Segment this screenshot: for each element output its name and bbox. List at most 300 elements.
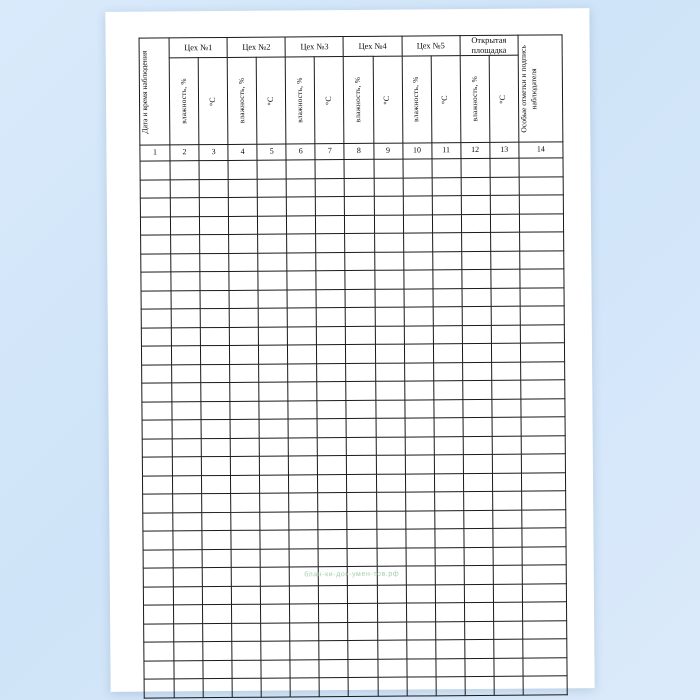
- table-cell[interactable]: [261, 659, 290, 678]
- table-cell[interactable]: [316, 252, 345, 271]
- table-cell[interactable]: [259, 363, 288, 382]
- table-cell[interactable]: [464, 528, 493, 547]
- table-cell[interactable]: [172, 346, 201, 365]
- table-cell[interactable]: [432, 159, 461, 178]
- table-cell[interactable]: [229, 216, 258, 235]
- table-cell[interactable]: [435, 603, 464, 622]
- table-cell[interactable]: [434, 492, 463, 511]
- table-cell[interactable]: [434, 455, 463, 474]
- table-cell[interactable]: [260, 548, 289, 567]
- table-cell[interactable]: [259, 345, 288, 364]
- table-cell[interactable]: [374, 196, 403, 215]
- table-cell[interactable]: [290, 659, 319, 678]
- table-cell[interactable]: [203, 623, 232, 642]
- table-cell[interactable]: [433, 307, 462, 326]
- table-cell[interactable]: [202, 586, 231, 605]
- table-cell[interactable]: [463, 454, 492, 473]
- table-cell[interactable]: [261, 678, 290, 697]
- table-cell[interactable]: [228, 160, 257, 179]
- table-cell[interactable]: [375, 289, 404, 308]
- table-cell[interactable]: [490, 214, 519, 233]
- table-cell[interactable]: [143, 586, 173, 605]
- table-cell[interactable]: [404, 344, 433, 363]
- table-cell[interactable]: [173, 549, 202, 568]
- table-cell[interactable]: [143, 549, 173, 568]
- table-cell[interactable]: [316, 234, 345, 253]
- table-cell[interactable]: [375, 363, 404, 382]
- table-cell[interactable]: [521, 472, 565, 491]
- table-cell[interactable]: [200, 271, 229, 290]
- table-cell[interactable]: [492, 454, 521, 473]
- table-cell[interactable]: [140, 216, 170, 235]
- table-cell[interactable]: [461, 177, 490, 196]
- table-cell[interactable]: [345, 252, 374, 271]
- table-cell[interactable]: [170, 198, 199, 217]
- table-cell[interactable]: [261, 641, 290, 660]
- table-cell[interactable]: [318, 456, 347, 475]
- table-cell[interactable]: [316, 271, 345, 290]
- table-cell[interactable]: [522, 565, 566, 584]
- table-cell[interactable]: [289, 548, 318, 567]
- table-cell[interactable]: [288, 382, 317, 401]
- table-cell[interactable]: [290, 678, 319, 697]
- table-cell[interactable]: [260, 511, 289, 530]
- table-cell[interactable]: [345, 178, 374, 197]
- table-cell[interactable]: [289, 456, 318, 475]
- table-cell[interactable]: [521, 417, 565, 436]
- table-cell[interactable]: [200, 308, 229, 327]
- table-cell[interactable]: [232, 604, 261, 623]
- table-cell[interactable]: [490, 177, 519, 196]
- table-cell[interactable]: [375, 326, 404, 345]
- table-cell[interactable]: [519, 213, 563, 232]
- table-cell[interactable]: [142, 383, 172, 402]
- table-cell[interactable]: [464, 584, 493, 603]
- table-cell[interactable]: [141, 253, 171, 272]
- table-cell[interactable]: [376, 455, 405, 474]
- table-cell[interactable]: [141, 346, 171, 365]
- table-cell[interactable]: [346, 307, 375, 326]
- table-cell[interactable]: [434, 510, 463, 529]
- table-cell[interactable]: [376, 492, 405, 511]
- table-cell[interactable]: [434, 436, 463, 455]
- table-cell[interactable]: [317, 326, 346, 345]
- table-cell[interactable]: [523, 657, 567, 676]
- table-cell[interactable]: [375, 344, 404, 363]
- table-cell[interactable]: [432, 251, 461, 270]
- table-cell[interactable]: [229, 308, 258, 327]
- table-cell[interactable]: [374, 252, 403, 271]
- table-cell[interactable]: [463, 417, 492, 436]
- table-cell[interactable]: [348, 622, 377, 641]
- table-cell[interactable]: [347, 474, 376, 493]
- table-cell[interactable]: [231, 475, 260, 494]
- table-cell[interactable]: [405, 529, 434, 548]
- table-cell[interactable]: [435, 584, 464, 603]
- table-cell[interactable]: [171, 216, 200, 235]
- table-cell[interactable]: [289, 530, 318, 549]
- table-cell[interactable]: [522, 620, 566, 639]
- table-cell[interactable]: [317, 419, 346, 438]
- table-cell[interactable]: [201, 382, 230, 401]
- table-cell[interactable]: [435, 547, 464, 566]
- table-cell[interactable]: [142, 401, 172, 420]
- table-cell[interactable]: [288, 400, 317, 419]
- table-cell[interactable]: [374, 215, 403, 234]
- table-cell[interactable]: [464, 621, 493, 640]
- table-cell[interactable]: [374, 270, 403, 289]
- table-cell[interactable]: [287, 289, 316, 308]
- table-cell[interactable]: [406, 584, 435, 603]
- table-cell[interactable]: [347, 455, 376, 474]
- table-cell[interactable]: [230, 364, 259, 383]
- table-cell[interactable]: [258, 289, 287, 308]
- table-cell[interactable]: [346, 400, 375, 419]
- table-cell[interactable]: [348, 640, 377, 659]
- table-cell[interactable]: [172, 420, 201, 439]
- table-cell[interactable]: [491, 288, 520, 307]
- table-cell[interactable]: [493, 565, 522, 584]
- table-cell[interactable]: [172, 457, 201, 476]
- table-cell[interactable]: [289, 474, 318, 493]
- table-cell[interactable]: [374, 178, 403, 197]
- table-cell[interactable]: [316, 289, 345, 308]
- table-cell[interactable]: [463, 473, 492, 492]
- table-cell[interactable]: [173, 531, 202, 550]
- table-cell[interactable]: [202, 549, 231, 568]
- table-cell[interactable]: [232, 660, 261, 679]
- table-cell[interactable]: [434, 418, 463, 437]
- table-cell[interactable]: [232, 678, 261, 697]
- table-cell[interactable]: [288, 437, 317, 456]
- table-cell[interactable]: [435, 621, 464, 640]
- table-cell[interactable]: [171, 253, 200, 272]
- table-cell[interactable]: [519, 158, 563, 177]
- table-cell[interactable]: [520, 287, 564, 306]
- table-cell[interactable]: [141, 290, 171, 309]
- table-cell[interactable]: [229, 253, 258, 272]
- table-cell[interactable]: [346, 363, 375, 382]
- table-cell[interactable]: [174, 679, 203, 698]
- table-cell[interactable]: [261, 622, 290, 641]
- table-cell[interactable]: [406, 640, 435, 659]
- table-cell[interactable]: [375, 400, 404, 419]
- table-cell[interactable]: [522, 583, 566, 602]
- table-cell[interactable]: [142, 364, 172, 383]
- table-cell[interactable]: [462, 343, 491, 362]
- table-cell[interactable]: [346, 344, 375, 363]
- table-cell[interactable]: [261, 604, 290, 623]
- table-cell[interactable]: [349, 677, 378, 696]
- table-cell[interactable]: [287, 252, 316, 271]
- table-cell[interactable]: [144, 679, 174, 698]
- table-cell[interactable]: [403, 214, 432, 233]
- table-cell[interactable]: [432, 177, 461, 196]
- table-cell[interactable]: [463, 399, 492, 418]
- table-cell[interactable]: [287, 308, 316, 327]
- table-cell[interactable]: [404, 362, 433, 381]
- table-cell[interactable]: [143, 605, 173, 624]
- table-cell[interactable]: [432, 214, 461, 233]
- table-cell[interactable]: [377, 548, 406, 567]
- table-cell[interactable]: [230, 438, 259, 457]
- table-cell[interactable]: [230, 419, 259, 438]
- table-cell[interactable]: [319, 585, 348, 604]
- table-cell[interactable]: [375, 381, 404, 400]
- table-cell[interactable]: [172, 364, 201, 383]
- table-cell[interactable]: [377, 603, 406, 622]
- table-cell[interactable]: [432, 270, 461, 289]
- table-cell[interactable]: [174, 605, 203, 624]
- table-cell[interactable]: [491, 380, 520, 399]
- table-cell[interactable]: [174, 623, 203, 642]
- table-cell[interactable]: [403, 233, 432, 252]
- table-cell[interactable]: [462, 288, 491, 307]
- table-cell[interactable]: [405, 418, 434, 437]
- table-cell[interactable]: [403, 270, 432, 289]
- table-cell[interactable]: [403, 159, 432, 178]
- table-cell[interactable]: [436, 658, 465, 677]
- table-cell[interactable]: [520, 306, 564, 325]
- table-cell[interactable]: [259, 419, 288, 438]
- table-cell[interactable]: [173, 568, 202, 587]
- table-cell[interactable]: [406, 566, 435, 585]
- table-cell[interactable]: [520, 324, 564, 343]
- table-cell[interactable]: [317, 400, 346, 419]
- table-cell[interactable]: [494, 658, 523, 677]
- table-cell[interactable]: [290, 585, 319, 604]
- table-cell[interactable]: [374, 233, 403, 252]
- table-cell[interactable]: [435, 529, 464, 548]
- table-cell[interactable]: [288, 326, 317, 345]
- table-cell[interactable]: [144, 660, 174, 679]
- table-cell[interactable]: [316, 178, 345, 197]
- table-cell[interactable]: [289, 511, 318, 530]
- table-cell[interactable]: [435, 566, 464, 585]
- table-cell[interactable]: [463, 436, 492, 455]
- table-cell[interactable]: [260, 456, 289, 475]
- table-cell[interactable]: [434, 399, 463, 418]
- table-cell[interactable]: [144, 623, 174, 642]
- table-cell[interactable]: [376, 437, 405, 456]
- table-cell[interactable]: [348, 659, 377, 678]
- table-cell[interactable]: [490, 195, 519, 214]
- table-cell[interactable]: [257, 178, 286, 197]
- table-cell[interactable]: [228, 179, 257, 198]
- table-cell[interactable]: [461, 158, 490, 177]
- table-cell[interactable]: [462, 325, 491, 344]
- table-cell[interactable]: [317, 345, 346, 364]
- table-cell[interactable]: [258, 271, 287, 290]
- table-cell[interactable]: [172, 401, 201, 420]
- table-cell[interactable]: [462, 380, 491, 399]
- table-cell[interactable]: [347, 548, 376, 567]
- table-cell[interactable]: [319, 641, 348, 660]
- table-cell[interactable]: [344, 159, 373, 178]
- table-cell[interactable]: [141, 272, 171, 291]
- table-cell[interactable]: [434, 473, 463, 492]
- table-cell[interactable]: [491, 269, 520, 288]
- table-cell[interactable]: [287, 234, 316, 253]
- table-cell[interactable]: [463, 510, 492, 529]
- table-cell[interactable]: [521, 398, 565, 417]
- table-cell[interactable]: [404, 288, 433, 307]
- table-cell[interactable]: [288, 345, 317, 364]
- table-cell[interactable]: [346, 418, 375, 437]
- table-cell[interactable]: [287, 215, 316, 234]
- table-cell[interactable]: [229, 271, 258, 290]
- table-cell[interactable]: [316, 197, 345, 216]
- table-cell[interactable]: [318, 530, 347, 549]
- table-cell[interactable]: [260, 530, 289, 549]
- table-cell[interactable]: [494, 639, 523, 658]
- table-cell[interactable]: [491, 362, 520, 381]
- table-cell[interactable]: [348, 603, 377, 622]
- table-cell[interactable]: [522, 528, 566, 547]
- table-cell[interactable]: [406, 603, 435, 622]
- table-cell[interactable]: [171, 309, 200, 328]
- table-cell[interactable]: [376, 529, 405, 548]
- table-cell[interactable]: [345, 196, 374, 215]
- table-cell[interactable]: [522, 509, 566, 528]
- table-cell[interactable]: [258, 308, 287, 327]
- table-cell[interactable]: [317, 382, 346, 401]
- table-cell[interactable]: [229, 234, 258, 253]
- table-cell[interactable]: [493, 584, 522, 603]
- table-cell[interactable]: [493, 547, 522, 566]
- table-cell[interactable]: [203, 678, 232, 697]
- table-cell[interactable]: [523, 639, 567, 658]
- table-cell[interactable]: [463, 491, 492, 510]
- table-cell[interactable]: [258, 252, 287, 271]
- table-cell[interactable]: [232, 586, 261, 605]
- table-cell[interactable]: [258, 215, 287, 234]
- table-cell[interactable]: [490, 158, 519, 177]
- table-cell[interactable]: [405, 455, 434, 474]
- table-cell[interactable]: [174, 660, 203, 679]
- table-cell[interactable]: [492, 417, 521, 436]
- table-cell[interactable]: [290, 604, 319, 623]
- table-cell[interactable]: [491, 306, 520, 325]
- table-cell[interactable]: [260, 567, 289, 586]
- table-cell[interactable]: [230, 345, 259, 364]
- table-cell[interactable]: [202, 475, 231, 494]
- table-cell[interactable]: [405, 510, 434, 529]
- table-cell[interactable]: [173, 475, 202, 494]
- table-cell[interactable]: [173, 494, 202, 513]
- table-cell[interactable]: [199, 179, 228, 198]
- table-cell[interactable]: [345, 270, 374, 289]
- table-cell[interactable]: [493, 528, 522, 547]
- table-cell[interactable]: [375, 307, 404, 326]
- table-cell[interactable]: [229, 290, 258, 309]
- table-cell[interactable]: [140, 161, 170, 180]
- table-cell[interactable]: [173, 586, 202, 605]
- table-cell[interactable]: [377, 585, 406, 604]
- table-cell[interactable]: [259, 437, 288, 456]
- table-cell[interactable]: [376, 418, 405, 437]
- table-cell[interactable]: [142, 438, 172, 457]
- table-cell[interactable]: [493, 621, 522, 640]
- table-cell[interactable]: [432, 196, 461, 215]
- table-cell[interactable]: [405, 473, 434, 492]
- table-cell[interactable]: [317, 363, 346, 382]
- table-cell[interactable]: [171, 235, 200, 254]
- table-cell[interactable]: [520, 343, 564, 362]
- table-cell[interactable]: [523, 676, 567, 695]
- table-cell[interactable]: [404, 307, 433, 326]
- table-cell[interactable]: [290, 622, 319, 641]
- table-cell[interactable]: [203, 604, 232, 623]
- table-cell[interactable]: [464, 565, 493, 584]
- table-cell[interactable]: [377, 640, 406, 659]
- table-cell[interactable]: [144, 642, 174, 661]
- table-cell[interactable]: [230, 327, 259, 346]
- table-cell[interactable]: [172, 438, 201, 457]
- table-cell[interactable]: [522, 546, 566, 565]
- table-cell[interactable]: [433, 344, 462, 363]
- table-cell[interactable]: [142, 457, 172, 476]
- table-cell[interactable]: [259, 400, 288, 419]
- table-cell[interactable]: [493, 602, 522, 621]
- table-cell[interactable]: [461, 251, 490, 270]
- table-cell[interactable]: [317, 308, 346, 327]
- table-cell[interactable]: [201, 401, 230, 420]
- table-cell[interactable]: [170, 179, 199, 198]
- table-cell[interactable]: [520, 269, 564, 288]
- table-cell[interactable]: [141, 327, 171, 346]
- table-cell[interactable]: [286, 178, 315, 197]
- table-cell[interactable]: [201, 419, 230, 438]
- table-row[interactable]: [144, 676, 567, 698]
- table-cell[interactable]: [406, 658, 435, 677]
- table-cell[interactable]: [143, 494, 173, 513]
- table-cell[interactable]: [404, 381, 433, 400]
- table-cell[interactable]: [519, 176, 563, 195]
- table-cell[interactable]: [318, 548, 347, 567]
- table-cell[interactable]: [201, 438, 230, 457]
- table-cell[interactable]: [461, 232, 490, 251]
- table-cell[interactable]: [232, 641, 261, 660]
- table-cell[interactable]: [143, 531, 173, 550]
- table-cell[interactable]: [492, 473, 521, 492]
- table-cell[interactable]: [519, 195, 563, 214]
- table-cell[interactable]: [200, 327, 229, 346]
- table-cell[interactable]: [318, 474, 347, 493]
- table-cell[interactable]: [228, 197, 257, 216]
- table-cell[interactable]: [141, 309, 171, 328]
- table-cell[interactable]: [287, 271, 316, 290]
- table-cell[interactable]: [464, 547, 493, 566]
- table-cell[interactable]: [171, 290, 200, 309]
- table-cell[interactable]: [347, 511, 376, 530]
- table-cell[interactable]: [521, 380, 565, 399]
- table-cell[interactable]: [143, 568, 173, 587]
- table-cell[interactable]: [202, 512, 231, 531]
- table-cell[interactable]: [202, 567, 231, 586]
- table-cell[interactable]: [318, 493, 347, 512]
- table-cell[interactable]: [433, 362, 462, 381]
- table-cell[interactable]: [462, 306, 491, 325]
- table-cell[interactable]: [491, 325, 520, 344]
- table-cell[interactable]: [171, 272, 200, 291]
- table-cell[interactable]: [199, 160, 228, 179]
- table-cell[interactable]: [521, 435, 565, 454]
- table-cell[interactable]: [464, 602, 493, 621]
- table-cell[interactable]: [319, 678, 348, 697]
- table-cell[interactable]: [258, 197, 287, 216]
- table-cell[interactable]: [377, 659, 406, 678]
